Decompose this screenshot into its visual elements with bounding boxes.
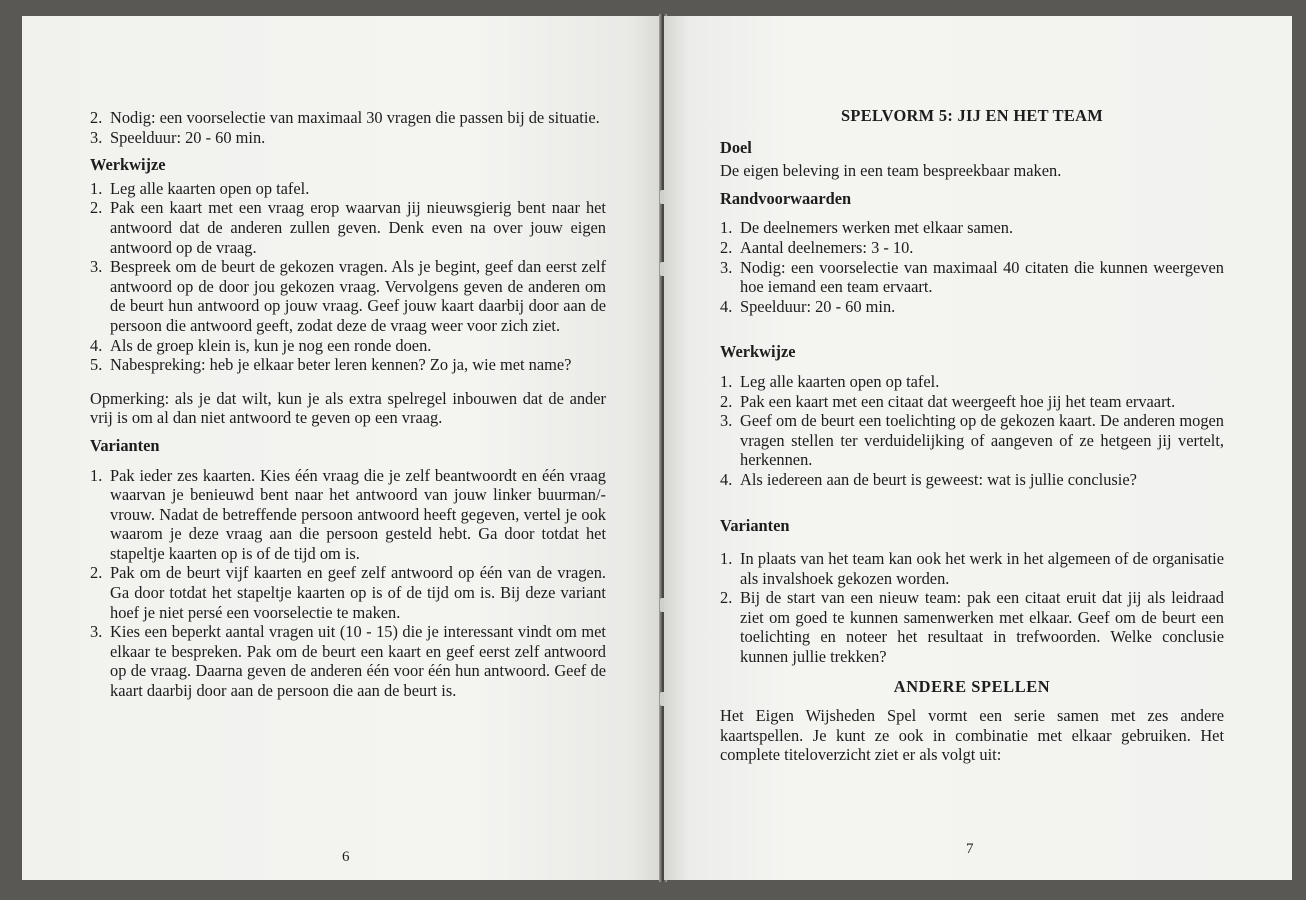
list-text: Pak om de beurt vijf kaarten en geef zelf antwoord op één van de vragen. Ga door totdat het stapeltje kaarten op is of de tijd om is. Bij deze variant hoef je niet persé een voorselectie te maken. (110, 563, 606, 622)
list-item (90, 198, 606, 257)
list-text: Aantal deelnemers: 3 - 10. (740, 237, 914, 257)
list-number: 5. (90, 355, 103, 375)
list-item (720, 549, 1224, 588)
list-text: Leg alle kaarten open op tafel. (110, 178, 310, 198)
list-text: Leg alle kaarten open op tafel. (740, 371, 940, 391)
intro-list (90, 108, 606, 147)
list-item (90, 336, 606, 356)
werkwijze-list (90, 179, 606, 375)
list-number: 1. (90, 465, 103, 485)
list-item (720, 372, 1224, 392)
list-text: Bij de start van een nieuw team: pak een citaat eruit dat jij als leidraad ziet om goed te kunnen samenwerken met elkaar. Geef om de beurt een toelichting en noteer het resultaat in trefwoorden. Welke conclusie kunnen jullie trekken? (740, 588, 1224, 667)
list-number: 2. (720, 588, 733, 608)
opmerking-paragraph: Opmerking: als je dat wilt, kun je als extra spelregel inbouwen dat de ander vrij is om al dan niet antwoord te geven op een vraag. (90, 388, 606, 428)
list-text: In plaats van het team kan ook het werk in het algemeen of de organisatie als invalshoek gekozen worden. (740, 549, 1224, 588)
list-item (720, 470, 1224, 490)
list-number: 3. (90, 257, 103, 277)
list-item (90, 563, 606, 622)
list-number: 1. (90, 178, 103, 198)
list-item (90, 257, 606, 335)
list-number: 4. (720, 296, 733, 316)
page-number: 6 (342, 849, 350, 865)
list-number: 4. (90, 335, 103, 355)
varianten-list (90, 466, 606, 701)
left-page (22, 16, 662, 880)
list-text: Nabespreking: heb je elkaar beter leren kennen? Zo ja, wie met name? (110, 355, 572, 375)
list-number: 4. (720, 469, 733, 489)
list-text: Speelduur: 20 - 60 min. (740, 296, 896, 316)
left-page-content (90, 108, 606, 709)
list-item (90, 128, 606, 148)
list-text: Speelduur: 20 - 60 min. (110, 127, 266, 147)
werkwijze-heading: Werkwijze (90, 155, 166, 175)
list-text: Nodig: een voorselectie van maximaal 30 vragen die passen bij de situatie. (110, 108, 600, 127)
list-text: Pak een kaart met een vraag erop waarvan jij nieuwsgierig bent naar het antwoord dat de anderen zullen geven. Denk even na over jouw eigen antwoord op de vraag. (110, 198, 606, 257)
list-item (90, 622, 606, 700)
list-number: 3. (90, 127, 103, 147)
right-page (664, 16, 1292, 880)
page-title: SPELVORM 5: JIJ EN HET TEAM (840, 106, 1104, 125)
list-text: Bespreek om de beurt de gekozen vragen. Als je begint, geef dan eerst zelf antwoord op de door jou gekozen vraag. Vervolgens geven de anderen om de beurt hun antwoord op jouw vraag. Geef jouw kaart daarbij door aan de persoon die antwoord geeft, zodat deze de vraag weer voor zich ziet. (110, 257, 606, 335)
list-number: 2. (90, 198, 103, 218)
list-item (720, 238, 1224, 258)
list-item (90, 466, 606, 564)
list-number: 2. (720, 237, 733, 257)
list-number: 3. (720, 257, 733, 277)
list-number: 1. (720, 371, 733, 391)
varianten-heading: Varianten (720, 515, 790, 535)
list-text: Geef om de beurt een toelichting op de gekozen kaart. De anderen mogen vragen stellen ter verduidelijking of aangeven of ze hetgeen jij vertelt, herkennen. (740, 411, 1224, 470)
varianten-list (720, 549, 1224, 667)
list-number: 2. (720, 391, 733, 411)
werkwijze-list (720, 372, 1224, 490)
doel-paragraph: De eigen beleving in een team bespreekbaar maken. (720, 161, 1062, 181)
doel-heading: Doel (720, 137, 752, 157)
list-text: Kies een beperkt aantal vragen uit (10 - 15) die je interessant vindt om met elkaar te bespreken. Pak om de beurt een kaart en geef eerst zelf antwoord op de vraag. Daarna geven de anderen één voor één hun antwoord. Geef de kaart daarbij door aan de persoon die aan de beurt is. (110, 622, 606, 701)
list-item (720, 411, 1224, 470)
list-text: Als de groep klein is, kun je nog een ronde doen. (110, 335, 432, 355)
list-text: De deelnemers werken met elkaar samen. (740, 218, 1014, 238)
list-number: 2. (90, 563, 103, 583)
list-number: 1. (720, 549, 733, 569)
list-text: Pak ieder zes kaarten. Kies één vraag die je zelf beantwoordt en één vraag waarvan je benieuwd bent naar het antwoord van jouw linker buurman/-vrouw. Nadat de betreffende persoon antwoord heeft gegeven, vertel je ook waarom je deze vraag aan die persoon gesteld hebt. Ga door totdat het stapeltje kaarten op is of de tijd om is. (110, 465, 606, 563)
andere-spellen-paragraph: Het Eigen Wijsheden Spel vormt een serie samen met zes andere kaartspellen. Je kunt ze ook in combinatie met elkaar gebruiken. Het complete titeloverzicht ziet er als volgt uit: (720, 706, 1224, 765)
randvoorwaarden-list (720, 218, 1224, 316)
list-item (720, 392, 1224, 412)
list-item (720, 258, 1224, 297)
varianten-heading: Varianten (90, 435, 160, 455)
list-item (720, 297, 1224, 317)
list-item (720, 588, 1224, 666)
list-number: 3. (720, 411, 733, 431)
list-number: 2. (90, 108, 103, 127)
right-page-content (720, 106, 1224, 773)
list-item (720, 218, 1224, 238)
list-number: 3. (90, 622, 103, 642)
list-text: Als iedereen aan de beurt is geweest: wat is jullie conclusie? (740, 469, 1137, 489)
andere-spellen-heading: ANDERE SPELLEN (893, 676, 1051, 696)
list-item (90, 179, 606, 199)
list-text: Pak een kaart met een citaat dat weergeeft hoe jij het team ervaart. (740, 391, 1176, 411)
list-item (90, 108, 606, 128)
page-number: 7 (966, 841, 974, 857)
werkwijze-heading: Werkwijze (720, 342, 796, 362)
list-number: 1. (720, 218, 733, 238)
list-text: Nodig: een voorselectie van maximaal 40 citaten die kunnen weergeven hoe iemand een team ervaart. (740, 257, 1224, 297)
list-item (90, 355, 606, 375)
randvoorwaarden-heading: Randvoorwaarden (720, 188, 852, 208)
